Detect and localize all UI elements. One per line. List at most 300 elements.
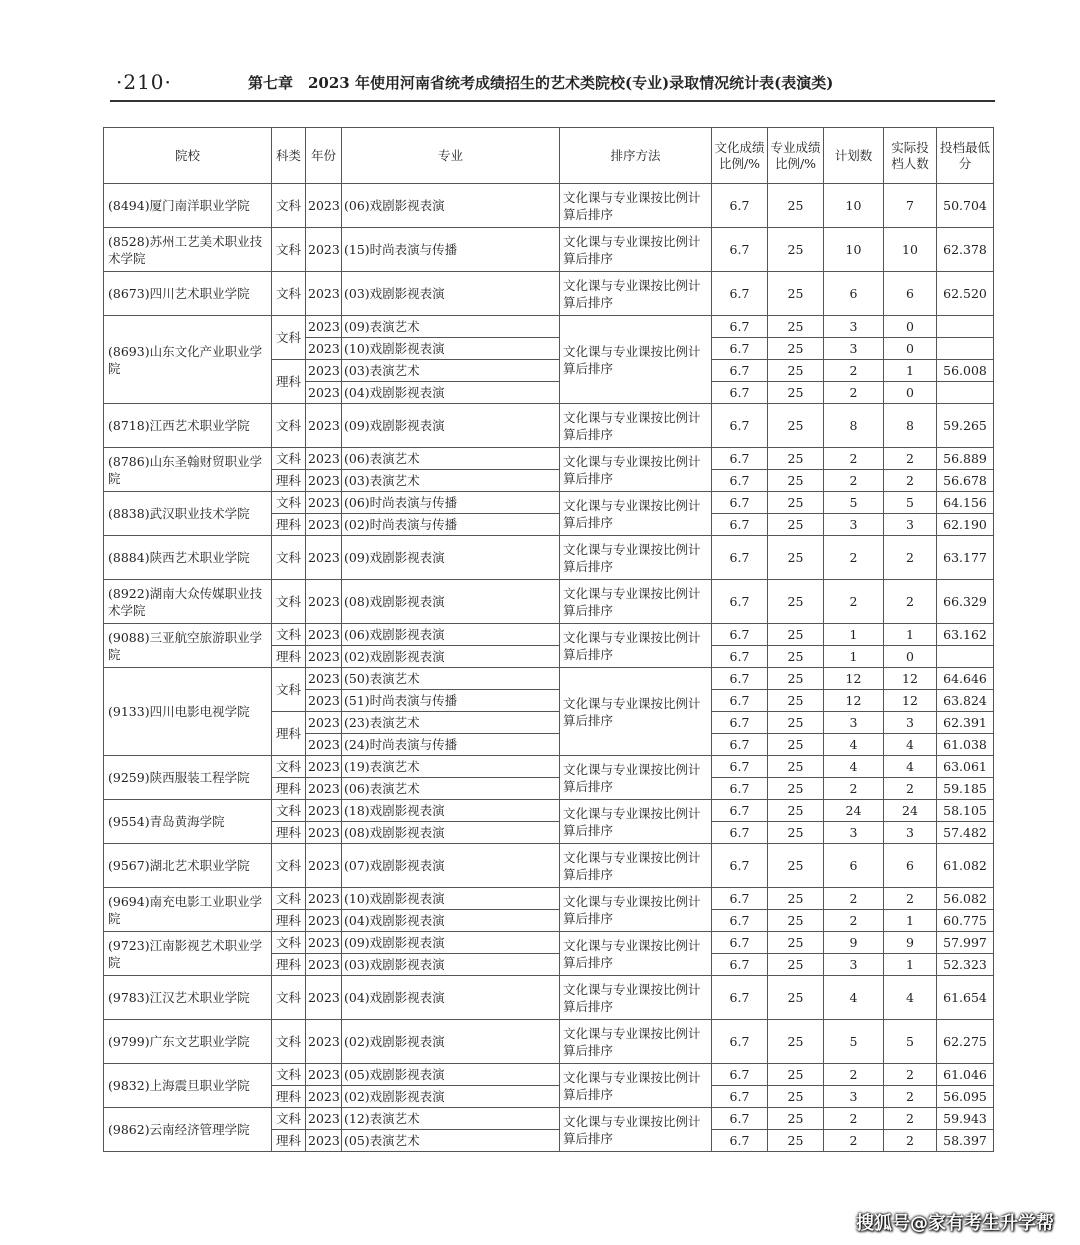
table-row bbox=[104, 756, 994, 778]
major-ratio-cell: 25 bbox=[768, 888, 824, 910]
subject-cell: 文科 bbox=[272, 888, 306, 910]
col-plan: 计划数 bbox=[824, 128, 884, 184]
year-cell: 2023 bbox=[306, 470, 342, 492]
major-cell: (15)时尚表演与传播 bbox=[342, 228, 560, 272]
culture-ratio-cell: 6.7 bbox=[712, 1020, 768, 1064]
year-cell: 2023 bbox=[306, 1086, 342, 1108]
min-score-cell: 62.190 bbox=[937, 514, 994, 536]
actual-cell: 0 bbox=[884, 382, 937, 404]
major-cell: (02)戏剧影视表演 bbox=[342, 1086, 560, 1108]
school-name: (8528)苏州工艺美术职业技术学院 bbox=[104, 228, 272, 272]
major-cell: (03)表演艺术 bbox=[342, 360, 560, 382]
plan-cell: 2 bbox=[824, 580, 884, 624]
table-row bbox=[104, 536, 994, 580]
major-ratio-cell: 25 bbox=[768, 976, 824, 1020]
watermark: 搜狐号@家有考生升学帮 bbox=[856, 1213, 1054, 1234]
method-cell: 文化课与专业课按比例计算后排序 bbox=[560, 404, 712, 448]
school-name: (8673)四川艺术职业学院 bbox=[104, 272, 272, 316]
plan-cell: 10 bbox=[824, 184, 884, 228]
actual-cell: 3 bbox=[884, 712, 937, 734]
min-score-cell: 61.038 bbox=[937, 734, 994, 756]
table-row bbox=[104, 404, 994, 448]
culture-ratio-cell: 6.7 bbox=[712, 360, 768, 382]
major-ratio-cell: 25 bbox=[768, 1086, 824, 1108]
major-cell: (03)戏剧影视表演 bbox=[342, 954, 560, 976]
major-cell: (10)戏剧影视表演 bbox=[342, 888, 560, 910]
major-cell: (05)表演艺术 bbox=[342, 1130, 560, 1152]
major-ratio-cell: 25 bbox=[768, 1108, 824, 1130]
subject-cell: 理科 bbox=[272, 360, 306, 404]
method-cell: 文化课与专业课按比例计算后排序 bbox=[560, 316, 712, 404]
school-name: (9783)江汉艺术职业学院 bbox=[104, 976, 272, 1020]
culture-ratio-cell: 6.7 bbox=[712, 382, 768, 404]
culture-ratio-cell: 6.7 bbox=[712, 184, 768, 228]
subject-cell: 文科 bbox=[272, 624, 306, 646]
year-cell: 2023 bbox=[306, 778, 342, 800]
plan-cell: 9 bbox=[824, 932, 884, 954]
actual-cell: 2 bbox=[884, 536, 937, 580]
min-score-cell: 61.654 bbox=[937, 976, 994, 1020]
method-cell: 文化课与专业课按比例计算后排序 bbox=[560, 756, 712, 800]
school-name: (9832)上海震旦职业学院 bbox=[104, 1064, 272, 1108]
min-score-cell: 57.482 bbox=[937, 822, 994, 844]
subject-cell: 理科 bbox=[272, 822, 306, 844]
major-cell: (07)戏剧影视表演 bbox=[342, 844, 560, 888]
culture-ratio-cell: 6.7 bbox=[712, 228, 768, 272]
plan-cell: 2 bbox=[824, 470, 884, 492]
table-header-row bbox=[104, 128, 994, 184]
plan-cell: 2 bbox=[824, 888, 884, 910]
min-score-cell: 50.704 bbox=[937, 184, 994, 228]
major-cell: (09)戏剧影视表演 bbox=[342, 536, 560, 580]
col-method: 排序方法 bbox=[560, 128, 712, 184]
actual-cell: 2 bbox=[884, 580, 937, 624]
culture-ratio-cell: 6.7 bbox=[712, 668, 768, 690]
major-cell: (06)戏剧影视表演 bbox=[342, 624, 560, 646]
year-cell: 2023 bbox=[306, 690, 342, 712]
school-name: (8922)湖南大众传媒职业技术学院 bbox=[104, 580, 272, 624]
subject-cell: 理科 bbox=[272, 514, 306, 536]
major-ratio-cell: 25 bbox=[768, 822, 824, 844]
actual-cell: 4 bbox=[884, 976, 937, 1020]
year-cell: 2023 bbox=[306, 228, 342, 272]
actual-cell: 2 bbox=[884, 778, 937, 800]
year-cell: 2023 bbox=[306, 822, 342, 844]
major-cell: (12)表演艺术 bbox=[342, 1108, 560, 1130]
method-cell: 文化课与专业课按比例计算后排序 bbox=[560, 800, 712, 844]
major-ratio-cell: 25 bbox=[768, 404, 824, 448]
min-score-cell: 61.046 bbox=[937, 1064, 994, 1086]
school-name: (9259)陕西服装工程学院 bbox=[104, 756, 272, 800]
culture-ratio-cell: 6.7 bbox=[712, 844, 768, 888]
col-subject: 科类 bbox=[272, 128, 306, 184]
min-score-cell bbox=[937, 382, 994, 404]
culture-ratio-cell: 6.7 bbox=[712, 800, 768, 822]
plan-cell: 2 bbox=[824, 1130, 884, 1152]
table-body bbox=[104, 184, 994, 1152]
subject-cell: 文科 bbox=[272, 668, 306, 712]
major-cell: (50)表演艺术 bbox=[342, 668, 560, 690]
major-cell: (06)时尚表演与传播 bbox=[342, 492, 560, 514]
min-score-cell: 63.824 bbox=[937, 690, 994, 712]
subject-cell: 文科 bbox=[272, 844, 306, 888]
year-cell: 2023 bbox=[306, 800, 342, 822]
plan-cell: 24 bbox=[824, 800, 884, 822]
school-name: (9694)南充电影工业职业学院 bbox=[104, 888, 272, 932]
col-actual: 实际投档人数 bbox=[884, 128, 937, 184]
table-row bbox=[104, 800, 994, 822]
year-cell: 2023 bbox=[306, 1020, 342, 1064]
plan-cell: 2 bbox=[824, 1064, 884, 1086]
major-ratio-cell: 25 bbox=[768, 360, 824, 382]
year-cell: 2023 bbox=[306, 646, 342, 668]
table-row bbox=[104, 184, 994, 228]
actual-cell: 2 bbox=[884, 470, 937, 492]
subject-cell: 理科 bbox=[272, 646, 306, 668]
plan-cell: 5 bbox=[824, 492, 884, 514]
school-name: (8884)陕西艺术职业学院 bbox=[104, 536, 272, 580]
method-cell: 文化课与专业课按比例计算后排序 bbox=[560, 976, 712, 1020]
subject-cell: 文科 bbox=[272, 976, 306, 1020]
major-cell: (10)戏剧影视表演 bbox=[342, 338, 560, 360]
year-cell: 2023 bbox=[306, 492, 342, 514]
actual-cell: 2 bbox=[884, 1108, 937, 1130]
culture-ratio-cell: 6.7 bbox=[712, 580, 768, 624]
culture-ratio-cell: 6.7 bbox=[712, 272, 768, 316]
plan-cell: 3 bbox=[824, 712, 884, 734]
major-cell: (09)戏剧影视表演 bbox=[342, 404, 560, 448]
page-header bbox=[110, 68, 995, 102]
plan-cell: 8 bbox=[824, 404, 884, 448]
school-name: (8693)山东文化产业职业学院 bbox=[104, 316, 272, 404]
culture-ratio-cell: 6.7 bbox=[712, 492, 768, 514]
major-ratio-cell: 25 bbox=[768, 734, 824, 756]
method-cell: 文化课与专业课按比例计算后排序 bbox=[560, 932, 712, 976]
culture-ratio-cell: 6.7 bbox=[712, 536, 768, 580]
min-score-cell: 59.185 bbox=[937, 778, 994, 800]
method-cell: 文化课与专业课按比例计算后排序 bbox=[560, 448, 712, 492]
actual-cell: 6 bbox=[884, 844, 937, 888]
plan-cell: 3 bbox=[824, 822, 884, 844]
table-row bbox=[104, 316, 994, 338]
major-cell: (03)戏剧影视表演 bbox=[342, 272, 560, 316]
table-row bbox=[104, 580, 994, 624]
year-cell: 2023 bbox=[306, 514, 342, 536]
culture-ratio-cell: 6.7 bbox=[712, 624, 768, 646]
subject-cell: 文科 bbox=[272, 1108, 306, 1130]
plan-cell: 2 bbox=[824, 778, 884, 800]
min-score-cell: 56.082 bbox=[937, 888, 994, 910]
actual-cell: 2 bbox=[884, 1130, 937, 1152]
col-school: 院校 bbox=[104, 128, 272, 184]
min-score-cell: 57.997 bbox=[937, 932, 994, 954]
major-ratio-cell: 25 bbox=[768, 800, 824, 822]
year-cell: 2023 bbox=[306, 1130, 342, 1152]
page-number: ·210· bbox=[116, 70, 172, 94]
actual-cell: 0 bbox=[884, 316, 937, 338]
plan-cell: 4 bbox=[824, 756, 884, 778]
major-ratio-cell: 25 bbox=[768, 184, 824, 228]
min-score-cell: 56.095 bbox=[937, 1086, 994, 1108]
school-name: (8838)武汉职业技术学院 bbox=[104, 492, 272, 536]
culture-ratio-cell: 6.7 bbox=[712, 1108, 768, 1130]
plan-cell: 5 bbox=[824, 1020, 884, 1064]
major-ratio-cell: 25 bbox=[768, 338, 824, 360]
major-ratio-cell: 25 bbox=[768, 580, 824, 624]
major-ratio-cell: 25 bbox=[768, 228, 824, 272]
year-cell: 2023 bbox=[306, 382, 342, 404]
min-score-cell: 59.265 bbox=[937, 404, 994, 448]
major-ratio-cell: 25 bbox=[768, 272, 824, 316]
actual-cell: 2 bbox=[884, 1086, 937, 1108]
subject-cell: 理科 bbox=[272, 712, 306, 756]
major-ratio-cell: 25 bbox=[768, 932, 824, 954]
table-row bbox=[104, 932, 994, 954]
subject-cell: 理科 bbox=[272, 910, 306, 932]
culture-ratio-cell: 6.7 bbox=[712, 954, 768, 976]
plan-cell: 12 bbox=[824, 690, 884, 712]
year-cell: 2023 bbox=[306, 338, 342, 360]
major-cell: (09)表演艺术 bbox=[342, 316, 560, 338]
subject-cell: 理科 bbox=[272, 470, 306, 492]
year-cell: 2023 bbox=[306, 536, 342, 580]
major-ratio-cell: 25 bbox=[768, 646, 824, 668]
subject-cell: 理科 bbox=[272, 778, 306, 800]
subject-cell: 文科 bbox=[272, 932, 306, 954]
actual-cell: 4 bbox=[884, 756, 937, 778]
min-score-cell: 62.391 bbox=[937, 712, 994, 734]
year-cell: 2023 bbox=[306, 734, 342, 756]
culture-ratio-cell: 6.7 bbox=[712, 316, 768, 338]
actual-cell: 0 bbox=[884, 646, 937, 668]
plan-cell: 3 bbox=[824, 1086, 884, 1108]
culture-ratio-cell: 6.7 bbox=[712, 932, 768, 954]
actual-cell: 0 bbox=[884, 338, 937, 360]
subject-cell: 文科 bbox=[272, 272, 306, 316]
subject-cell: 文科 bbox=[272, 316, 306, 360]
major-ratio-cell: 25 bbox=[768, 382, 824, 404]
min-score-cell: 56.008 bbox=[937, 360, 994, 382]
major-cell: (09)戏剧影视表演 bbox=[342, 932, 560, 954]
major-ratio-cell: 25 bbox=[768, 1020, 824, 1064]
actual-cell: 2 bbox=[884, 888, 937, 910]
culture-ratio-cell: 6.7 bbox=[712, 888, 768, 910]
year-cell: 2023 bbox=[306, 1108, 342, 1130]
year-cell: 2023 bbox=[306, 1064, 342, 1086]
major-cell: (04)戏剧影视表演 bbox=[342, 910, 560, 932]
table-row bbox=[104, 844, 994, 888]
plan-cell: 2 bbox=[824, 360, 884, 382]
year-cell: 2023 bbox=[306, 954, 342, 976]
major-ratio-cell: 25 bbox=[768, 1064, 824, 1086]
major-ratio-cell: 25 bbox=[768, 1130, 824, 1152]
year-cell: 2023 bbox=[306, 624, 342, 646]
table-row bbox=[104, 272, 994, 316]
min-score-cell: 61.082 bbox=[937, 844, 994, 888]
major-cell: (05)戏剧影视表演 bbox=[342, 1064, 560, 1086]
min-score-cell: 62.378 bbox=[937, 228, 994, 272]
admission-table bbox=[103, 127, 994, 1152]
plan-cell: 3 bbox=[824, 954, 884, 976]
subject-cell: 文科 bbox=[272, 492, 306, 514]
table-row bbox=[104, 1108, 994, 1130]
actual-cell: 5 bbox=[884, 1020, 937, 1064]
school-name: (9799)广东文艺职业学院 bbox=[104, 1020, 272, 1064]
culture-ratio-cell: 6.7 bbox=[712, 910, 768, 932]
table-row bbox=[104, 624, 994, 646]
plan-cell: 10 bbox=[824, 228, 884, 272]
culture-ratio-cell: 6.7 bbox=[712, 404, 768, 448]
culture-ratio-cell: 6.7 bbox=[712, 1086, 768, 1108]
method-cell: 文化课与专业课按比例计算后排序 bbox=[560, 624, 712, 668]
major-cell: (02)时尚表演与传播 bbox=[342, 514, 560, 536]
min-score-cell: 59.943 bbox=[937, 1108, 994, 1130]
min-score-cell: 58.105 bbox=[937, 800, 994, 822]
major-cell: (24)时尚表演与传播 bbox=[342, 734, 560, 756]
culture-ratio-cell: 6.7 bbox=[712, 514, 768, 536]
actual-cell: 7 bbox=[884, 184, 937, 228]
method-cell: 文化课与专业课按比例计算后排序 bbox=[560, 1064, 712, 1108]
major-ratio-cell: 25 bbox=[768, 954, 824, 976]
min-score-cell: 62.275 bbox=[937, 1020, 994, 1064]
actual-cell: 12 bbox=[884, 668, 937, 690]
plan-cell: 2 bbox=[824, 382, 884, 404]
subject-cell: 文科 bbox=[272, 228, 306, 272]
min-score-cell bbox=[937, 316, 994, 338]
year-cell: 2023 bbox=[306, 910, 342, 932]
major-ratio-cell: 25 bbox=[768, 778, 824, 800]
culture-ratio-cell: 6.7 bbox=[712, 822, 768, 844]
school-name: (9088)三亚航空旅游职业学院 bbox=[104, 624, 272, 668]
table-row bbox=[104, 976, 994, 1020]
plan-cell: 1 bbox=[824, 646, 884, 668]
plan-cell: 6 bbox=[824, 844, 884, 888]
min-score-cell: 63.177 bbox=[937, 536, 994, 580]
year-cell: 2023 bbox=[306, 844, 342, 888]
subject-cell: 文科 bbox=[272, 800, 306, 822]
method-cell: 文化课与专业课按比例计算后排序 bbox=[560, 844, 712, 888]
major-cell: (19)表演艺术 bbox=[342, 756, 560, 778]
school-name: (9133)四川电影电视学院 bbox=[104, 668, 272, 756]
table-row bbox=[104, 888, 994, 910]
subject-cell: 文科 bbox=[272, 756, 306, 778]
actual-cell: 2 bbox=[884, 1064, 937, 1086]
culture-ratio-cell: 6.7 bbox=[712, 1064, 768, 1086]
min-score-cell bbox=[937, 338, 994, 360]
min-score-cell bbox=[937, 646, 994, 668]
year-cell: 2023 bbox=[306, 668, 342, 690]
plan-cell: 3 bbox=[824, 338, 884, 360]
school-name: (9554)青岛黄海学院 bbox=[104, 800, 272, 844]
col-min-score: 投档最低分 bbox=[937, 128, 994, 184]
method-cell: 文化课与专业课按比例计算后排序 bbox=[560, 1108, 712, 1152]
major-ratio-cell: 25 bbox=[768, 690, 824, 712]
col-major: 专业 bbox=[342, 128, 560, 184]
major-cell: (23)表演艺术 bbox=[342, 712, 560, 734]
method-cell: 文化课与专业课按比例计算后排序 bbox=[560, 228, 712, 272]
major-ratio-cell: 25 bbox=[768, 470, 824, 492]
actual-cell: 9 bbox=[884, 932, 937, 954]
min-score-cell: 56.889 bbox=[937, 448, 994, 470]
year-cell: 2023 bbox=[306, 712, 342, 734]
major-cell: (06)戏剧影视表演 bbox=[342, 184, 560, 228]
major-cell: (03)表演艺术 bbox=[342, 470, 560, 492]
plan-cell: 4 bbox=[824, 976, 884, 1020]
method-cell: 文化课与专业课按比例计算后排序 bbox=[560, 1020, 712, 1064]
col-major-ratio: 专业成绩比例/% bbox=[768, 128, 824, 184]
table-row bbox=[104, 668, 994, 690]
actual-cell: 5 bbox=[884, 492, 937, 514]
year-cell: 2023 bbox=[306, 360, 342, 382]
school-name: (8786)山东圣翰财贸职业学院 bbox=[104, 448, 272, 492]
year-cell: 2023 bbox=[306, 404, 342, 448]
min-score-cell: 64.646 bbox=[937, 668, 994, 690]
major-cell: (04)戏剧影视表演 bbox=[342, 382, 560, 404]
actual-cell: 4 bbox=[884, 734, 937, 756]
major-ratio-cell: 25 bbox=[768, 316, 824, 338]
subject-cell: 理科 bbox=[272, 954, 306, 976]
method-cell: 文化课与专业课按比例计算后排序 bbox=[560, 668, 712, 756]
plan-cell: 2 bbox=[824, 910, 884, 932]
year-cell: 2023 bbox=[306, 316, 342, 338]
major-cell: (06)表演艺术 bbox=[342, 778, 560, 800]
culture-ratio-cell: 6.7 bbox=[712, 646, 768, 668]
min-score-cell: 63.162 bbox=[937, 624, 994, 646]
method-cell: 文化课与专业课按比例计算后排序 bbox=[560, 536, 712, 580]
min-score-cell: 52.323 bbox=[937, 954, 994, 976]
subject-cell: 理科 bbox=[272, 1086, 306, 1108]
subject-cell: 文科 bbox=[272, 1064, 306, 1086]
method-cell: 文化课与专业课按比例计算后排序 bbox=[560, 272, 712, 316]
major-ratio-cell: 25 bbox=[768, 844, 824, 888]
plan-cell: 3 bbox=[824, 316, 884, 338]
min-score-cell: 58.397 bbox=[937, 1130, 994, 1152]
culture-ratio-cell: 6.7 bbox=[712, 756, 768, 778]
major-ratio-cell: 25 bbox=[768, 910, 824, 932]
table-row bbox=[104, 1064, 994, 1086]
min-score-cell: 64.156 bbox=[937, 492, 994, 514]
min-score-cell: 56.678 bbox=[937, 470, 994, 492]
actual-cell: 24 bbox=[884, 800, 937, 822]
subject-cell: 文科 bbox=[272, 580, 306, 624]
method-cell: 文化课与专业课按比例计算后排序 bbox=[560, 492, 712, 536]
table-row bbox=[104, 448, 994, 470]
major-ratio-cell: 25 bbox=[768, 492, 824, 514]
min-score-cell: 62.520 bbox=[937, 272, 994, 316]
major-ratio-cell: 25 bbox=[768, 624, 824, 646]
year-cell: 2023 bbox=[306, 448, 342, 470]
subject-cell: 文科 bbox=[272, 184, 306, 228]
year-cell: 2023 bbox=[306, 976, 342, 1020]
actual-cell: 3 bbox=[884, 822, 937, 844]
culture-ratio-cell: 6.7 bbox=[712, 1130, 768, 1152]
min-score-cell: 60.775 bbox=[937, 910, 994, 932]
plan-cell: 2 bbox=[824, 1108, 884, 1130]
culture-ratio-cell: 6.7 bbox=[712, 778, 768, 800]
school-name: (8718)江西艺术职业学院 bbox=[104, 404, 272, 448]
culture-ratio-cell: 6.7 bbox=[712, 470, 768, 492]
year-cell: 2023 bbox=[306, 932, 342, 954]
school-name: (9567)湖北艺术职业学院 bbox=[104, 844, 272, 888]
plan-cell: 6 bbox=[824, 272, 884, 316]
actual-cell: 1 bbox=[884, 360, 937, 382]
plan-cell: 3 bbox=[824, 514, 884, 536]
major-ratio-cell: 25 bbox=[768, 668, 824, 690]
plan-cell: 1 bbox=[824, 624, 884, 646]
year-cell: 2023 bbox=[306, 580, 342, 624]
plan-cell: 2 bbox=[824, 448, 884, 470]
major-ratio-cell: 25 bbox=[768, 756, 824, 778]
